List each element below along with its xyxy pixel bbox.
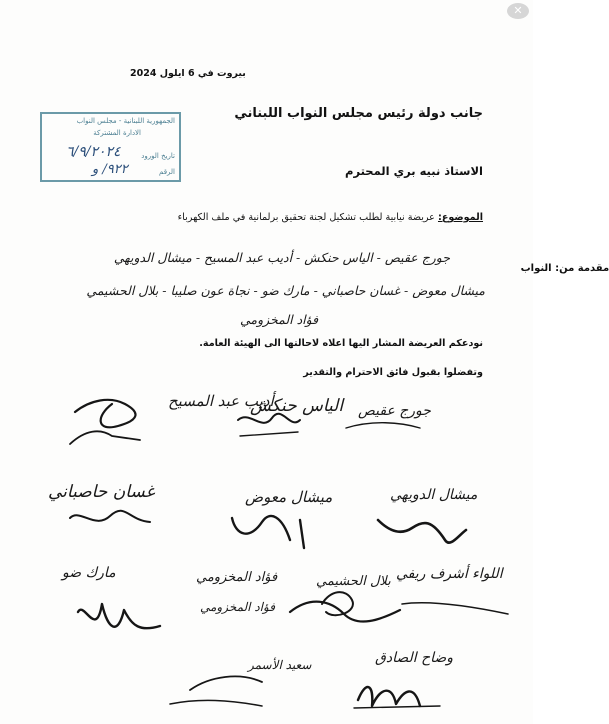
intro-label: مقدمة من: النواب bbox=[520, 263, 609, 274]
signature-label-said-asmar: سعيد الأسمر bbox=[248, 658, 312, 672]
signature-mark-15 bbox=[358, 687, 420, 706]
signature-mark-13 bbox=[190, 676, 262, 690]
signature-mark-1 bbox=[75, 400, 135, 427]
signature-mark-5 bbox=[346, 423, 420, 428]
signature-mark-4 bbox=[240, 432, 298, 436]
honorific-line: الاستاذ نبيه بري المحترم bbox=[345, 164, 483, 178]
stamp-number-label: الرقم bbox=[159, 168, 175, 176]
stamp-line-1: الجمهورية اللبنانية - مجلس النواب bbox=[76, 117, 175, 125]
signature-mark-2 bbox=[70, 431, 140, 444]
signature-label-michel-douaihy: ميشال الدويهي bbox=[390, 487, 478, 503]
signature-label-elias-hankash: الياس حنكش bbox=[250, 396, 344, 416]
signature-mark-6 bbox=[70, 511, 150, 522]
subject-text: عريضة نيابية لطلب تشكيل لجنة تحقيق برلمانية في ملف الكهرباء bbox=[177, 212, 435, 223]
stamp-date-label: تاريخ الورود bbox=[141, 152, 175, 160]
stamp-date-value: ٦/٩/٢٠٢٤ bbox=[66, 144, 121, 160]
signature-mark-10 bbox=[290, 602, 400, 622]
stamp-number-value: ٩٢٢/ و bbox=[92, 162, 128, 177]
signature-label-ghassan-hasbani: غسان حاصباني bbox=[48, 482, 155, 502]
closing-line: وتفضلوا بقبول فائق الاحترام والتقدير bbox=[303, 367, 483, 378]
addressee-line: جانب دولة رئيس مجلس النواب اللبناني bbox=[234, 106, 483, 121]
signature-label-ashraf-rifi: اللواء أشرف ريفي bbox=[396, 566, 503, 582]
signature-mark-8 bbox=[378, 520, 466, 543]
signature-label-mark-daou: مارك ضو bbox=[62, 565, 116, 581]
signature-mark-14 bbox=[170, 700, 262, 706]
signature-label-michel-moawad: ميشال معوض bbox=[245, 488, 333, 506]
signature-label-fouad-makhzoumi: فؤاد المخزومي bbox=[196, 570, 278, 585]
handwritten-names-line-2: ميشال معوض - غسان حاصباني - مارك ضو - نجاة عون صليبا - بلال الحشيمي bbox=[86, 283, 485, 298]
signature-label-adib-abdelmassih: أديب عبد المسيح bbox=[168, 392, 274, 410]
handwritten-names-line-3: فؤاد المخزومي bbox=[240, 312, 319, 327]
signature-label-fouad-makhzoumi-2: فؤاد المخزومي bbox=[200, 600, 275, 614]
signature-label-bilal-hechaimi: بلال الحشيمي bbox=[316, 574, 391, 589]
stamp-line-2: الادارة المشتركة bbox=[93, 129, 141, 137]
handwritten-names-line-1: جورج عقيص - الياس حنكش - أديب عبد المسيح - ميشال الدويهي bbox=[113, 250, 450, 265]
signature-label-waddah-sadek: وضاح الصادق bbox=[375, 650, 454, 666]
close-icon[interactable]: ✕ bbox=[507, 3, 529, 19]
signature-mark-16 bbox=[354, 706, 440, 708]
subject-line bbox=[178, 212, 483, 223]
signature-mark-9 bbox=[78, 604, 160, 628]
signature-label-george-okais: جورج عقيص bbox=[358, 403, 431, 419]
subject-label: الموضوع: bbox=[437, 212, 483, 223]
request-line: نودعكم العريضة المشار اليها اعلاه لاحالتها الى الهيئة العامة. bbox=[199, 338, 483, 349]
signature-mark-12 bbox=[402, 603, 508, 614]
reception-stamp bbox=[40, 112, 181, 182]
signature-mark-11 bbox=[322, 592, 353, 615]
signature-mark-7 bbox=[232, 516, 304, 548]
date-line: بيروت في 6 ايلول 2024 bbox=[130, 68, 246, 79]
